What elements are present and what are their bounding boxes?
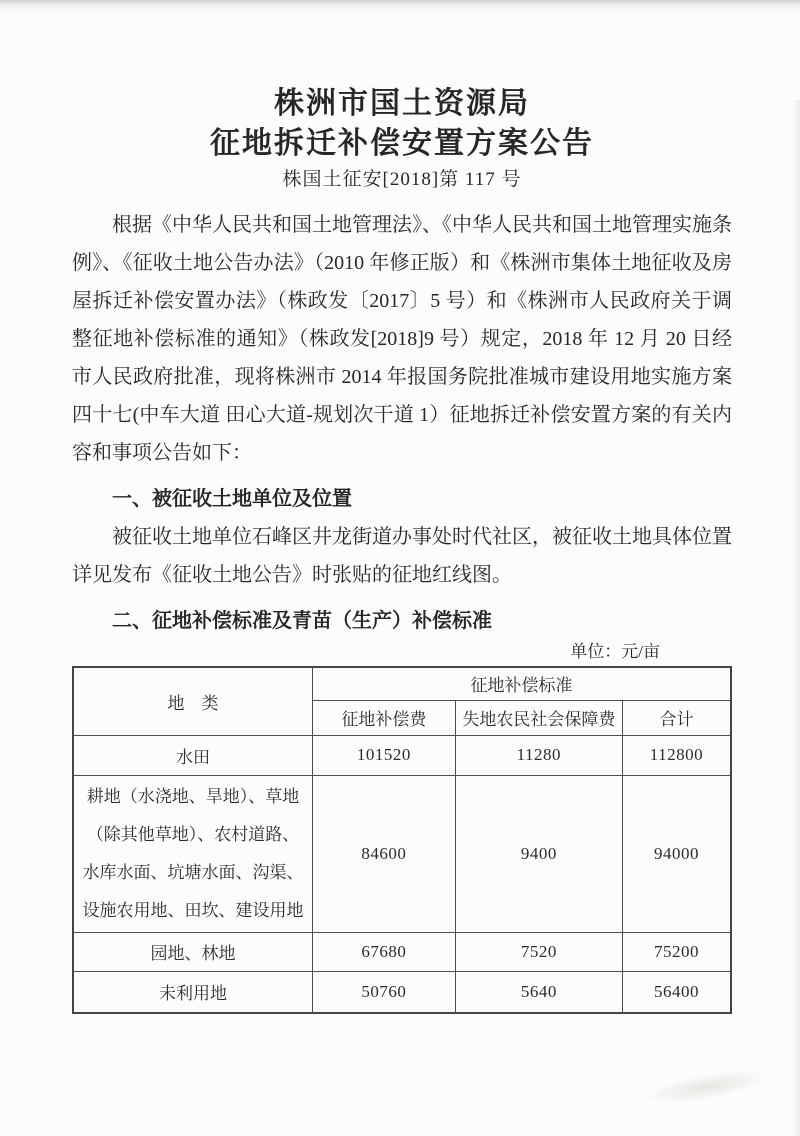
header-cell-fee: 征地补偿费 xyxy=(313,700,456,735)
cell-fee: 101520 xyxy=(313,735,456,775)
table-row-unused-land xyxy=(73,971,731,1013)
table-row-paddy-field xyxy=(73,735,731,775)
table-row-cultivated-land xyxy=(73,775,731,932)
cell-land-type: 未利用地 xyxy=(73,971,313,1013)
title-line-1: 株洲市国土资源局 xyxy=(274,87,530,120)
document-title xyxy=(72,84,732,164)
section2-heading: 二、征地补偿标准及青苗（生产）补偿标准 xyxy=(112,610,492,632)
cell-land-type: 园地、林地 xyxy=(73,932,313,971)
header-cell-social-security: 失地农民社会保障费 xyxy=(455,700,622,735)
cell-fee: 84600 xyxy=(313,775,456,932)
cell-social-security: 11280 xyxy=(455,735,622,775)
cell-fee: 50760 xyxy=(313,971,456,1013)
cell-social-security: 9400 xyxy=(455,775,622,932)
document-number: 株国土征安[2018]第 117 号 xyxy=(282,169,522,190)
section1-paragraph: 被征收土地单位石峰区井龙街道办事处时代社区，被征收土地具体位置详见发布《征收土地公告》时张贴的征地红线图。 xyxy=(72,526,732,586)
cell-fee: 67680 xyxy=(313,932,456,971)
scan-artifact-smudge xyxy=(641,1063,774,1111)
compensation-table xyxy=(72,666,732,1014)
cell-land-type: 水田 xyxy=(73,735,313,775)
table-unit-label: 单位：元/亩 xyxy=(570,642,660,661)
header-cell-group: 征地补偿标准 xyxy=(313,667,732,700)
cell-total: 75200 xyxy=(622,932,731,971)
cell-social-security: 7520 xyxy=(455,932,622,971)
title-line-2: 征地拆迁补偿安置方案公告 xyxy=(210,127,594,160)
header-cell-total: 合计 xyxy=(622,700,731,735)
intro-paragraph: 根据《中华人民共和国土地管理法》、《中华人民共和国土地管理实施条例》、《征收土地公告办法》（2010 年修正版）和《株洲市集体土地征收及房屋拆迁补偿安置办法》（株政发〔2017〕5 号）和《株洲市人民政府关于调整征地补偿标准的通知》（株政发[2018]9 号）规定，2018 年 12 月 20 日经市人民政府批准，现将株洲市 2014 年报国务院批准城市建设用地实施方案四十七(中车大道 田心大道-规划次干道 1）征地拆迁补偿安置方案的有关内容和事项公告如下： xyxy=(72,214,732,464)
cell-total: 112800 xyxy=(622,735,731,775)
section1-heading: 一、被征收土地单位及位置 xyxy=(112,488,352,510)
table-header-row-group xyxy=(73,667,731,700)
cell-total: 56400 xyxy=(622,971,731,1013)
cell-social-security: 5640 xyxy=(455,971,622,1013)
table-row-garden-forest xyxy=(73,932,731,971)
header-cell-land-type: 地 类 xyxy=(73,667,313,735)
cell-land-type: 耕地（水浇地、旱地）、草地（除其他草地）、农村道路、水库水面、坑塘水面、沟渠、设施农用地、田坎、建设用地 xyxy=(73,775,313,932)
cell-total: 94000 xyxy=(622,775,731,932)
